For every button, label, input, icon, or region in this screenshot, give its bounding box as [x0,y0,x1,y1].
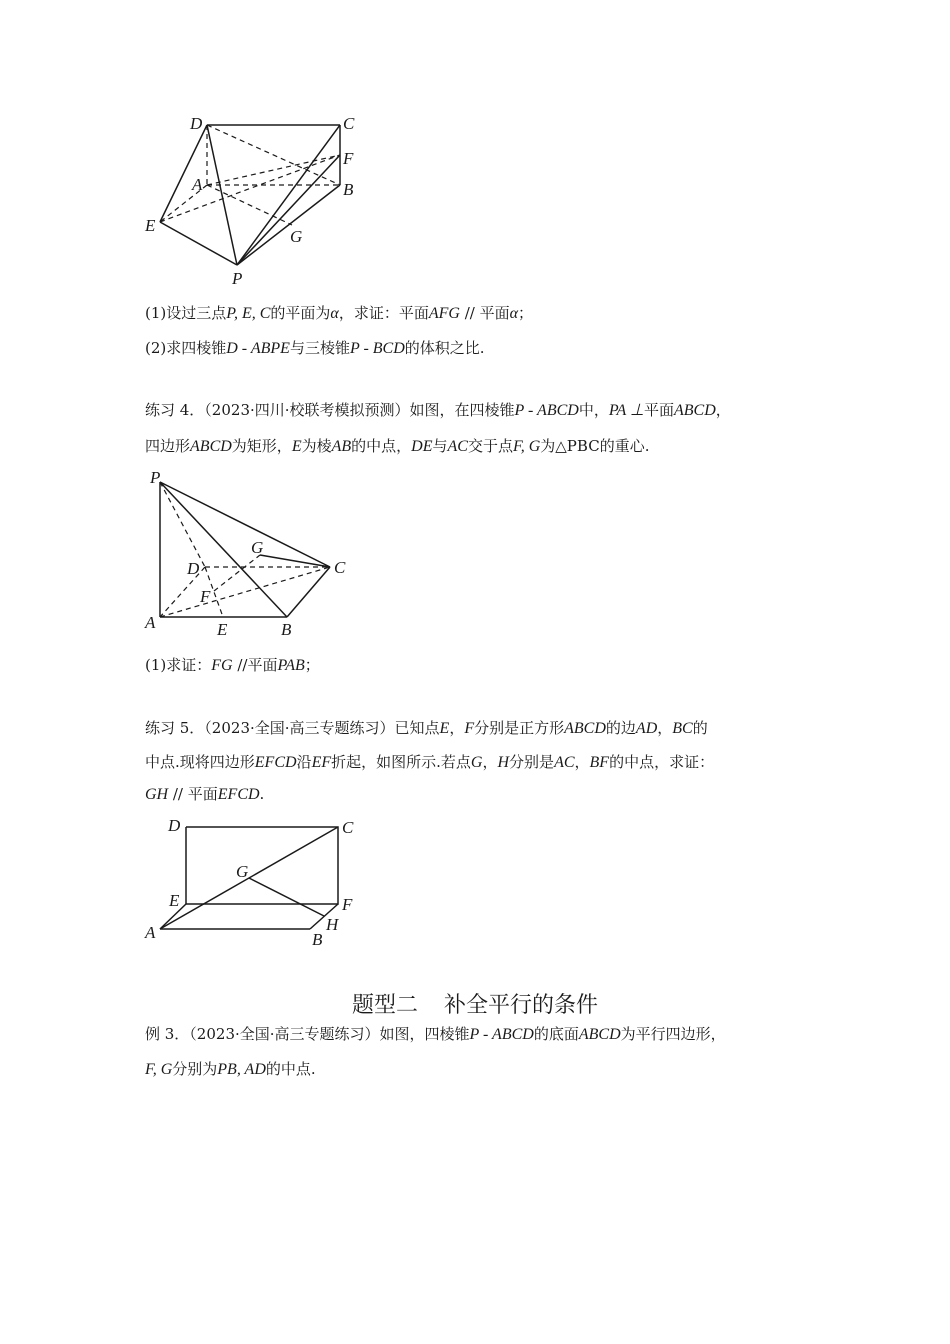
label-E: E [217,620,228,639]
exercise-5-text-line-1: 练习 5．（2023·全国·高三专题练习）已知点E，F分别是正方形ABCD的边AD，BC的 [145,719,708,737]
example-3-text-line-1: 例 3．（2023·全国·高三专题练习）如图，四棱锥P - ABCD的底面ABCD为平行四边形， [145,1025,726,1043]
label-B: B [281,620,292,639]
label-C: C [334,558,346,577]
label-D: D [187,559,200,578]
figure-2-pyramid [140,465,360,640]
figure-3-folded-square [140,810,365,950]
label-A: A [145,923,156,942]
label-B: B [343,180,354,199]
label-E: E [169,891,180,910]
label-G: G [236,862,249,881]
exercise-4-question-1: (1)求证：FG //平面PAB； [145,656,320,674]
label-F: F [200,587,211,606]
question-1-part-2: (2)求四棱锥D - ABPE与三棱锥P - BCD的体积之比. [145,339,485,357]
section-subtitle: 补全平行的条件 [444,993,599,1018]
figure-1-polyhedron [140,110,370,290]
figure-2-solid-edges [160,482,330,617]
example-3-text-line-2: F, G分别为PB, AD的中点. [145,1060,316,1078]
label-D: D [190,114,203,133]
label-C: C [342,818,354,837]
label-G: G [251,538,264,557]
section-heading [0,992,950,1020]
label-H: H [326,915,339,934]
label-B: B [312,930,323,949]
exercise-4-text-line-1: 练习 4．（2023·四川·校联考模拟预测）如图，在四棱锥P - ABCD中，PA ⊥平面ABCD， [145,401,731,419]
exercise-5-text-line-3: GH // 平面EFCD. [145,785,265,803]
label-F: F [342,895,353,914]
exercise-5-text-line-2: 中点.现将四边形EFCD沿EF折起，如图所示.若点G，H分别是AC，BF的中点，求证： [145,753,715,771]
label-G: G [290,227,303,246]
label-F: F [343,149,354,168]
label-D: D [168,816,181,835]
label-A: A [145,613,156,632]
section-title: 题型二 [351,993,418,1018]
label-E: E [145,216,156,235]
question-1-part-1: (1)设过三点P, E, C的平面为α，求证：平面AFG // 平面α； [145,304,534,322]
label-C: C [343,114,355,133]
label-P: P [150,468,161,487]
figure-1-hidden-edges [160,125,340,225]
figure-1-solid-edges [160,125,340,265]
label-A: A [192,175,203,194]
label-P: P [232,269,243,288]
figure-3-edges [160,827,338,929]
exercise-4-text-line-2: 四边形ABCD为矩形，E为棱AB的中点，DE与AC交于点F, G为△PBC的重心. [145,437,650,455]
